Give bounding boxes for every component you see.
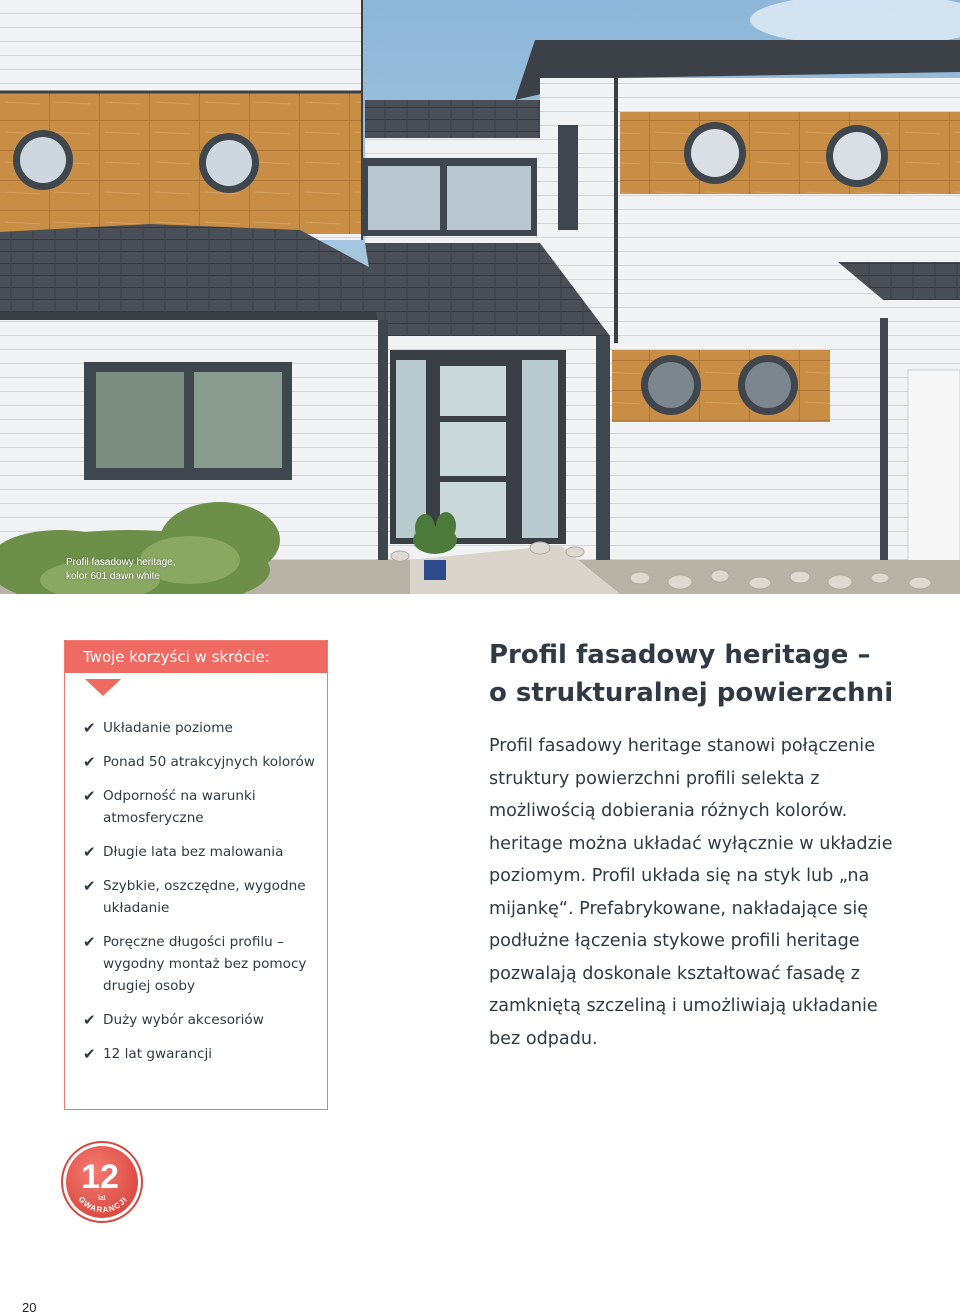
benefit-text: Ponad 50 atrakcyjnych kolorów: [103, 754, 315, 770]
house-illustration: [0, 0, 960, 594]
warranty-seal-icon: [60, 1140, 144, 1224]
list-item: [83, 717, 323, 739]
list-item: [83, 785, 323, 829]
benefit-text: Szybkie, oszczędne, wygodne układanie: [103, 878, 306, 916]
seal-word-path: GWARANCJI: [76, 1194, 130, 1215]
caption-line-1: Profil fasadowy heritage,: [66, 557, 176, 568]
seal-unit: lat: [98, 1195, 106, 1202]
photo-caption: [66, 556, 246, 584]
benefit-text: Poręczne długości profilu – wygodny montaż bez pomocy drugiej osoby: [103, 934, 307, 994]
list-item: [83, 1043, 323, 1065]
checkmark-icon: ✔: [83, 719, 96, 737]
article-heading: [489, 636, 929, 712]
heading-line-1: Profil fasadowy heritage –: [489, 640, 871, 670]
checkmark-icon: ✔: [83, 1011, 96, 1029]
page-number: 20: [22, 1300, 37, 1315]
caption-line-2: kolor 601 dawn white: [66, 571, 160, 582]
checkmark-icon: ✔: [83, 753, 96, 771]
benefit-text: Duży wybór akcesoriów: [103, 1012, 264, 1028]
list-item: [83, 841, 323, 863]
list-item: [83, 931, 323, 997]
benefit-text: 12 lat gwarancji: [103, 1046, 213, 1062]
seal-number: 12: [81, 1158, 119, 1196]
benefit-text: Układanie poziome: [103, 720, 233, 736]
checkmark-icon: ✔: [83, 843, 96, 861]
heading-line-2: o strukturalnej powierzchni: [489, 678, 894, 708]
benefits-title: Twoje korzyści w skrócie:: [65, 641, 327, 673]
checkmark-icon: ✔: [83, 787, 96, 805]
benefit-text: Odporność na warunki atmosferyczne: [103, 788, 256, 826]
benefit-text: Długie lata bez malowania: [103, 844, 284, 860]
checkmark-icon: ✔: [83, 933, 96, 951]
checkmark-icon: ✔: [83, 1045, 96, 1063]
checkmark-icon: ✔: [83, 877, 96, 895]
warranty-seal: [60, 1140, 144, 1224]
down-arrow-icon: [85, 679, 121, 696]
benefits-list: [83, 717, 323, 1077]
article-body: Profil fasadowy heritage stanowi połączenie struktury powierzchni profili selekta z możliwością dobierania różnych kolorów. heritage można układać wyłącznie w układzie poziomym. Profil układa się na styk lub „na mijankę“. Prefabrykowane, nakładające się podłużne łączenia stykowe profili heritage pozwalają doskonale kształtować fasadę z zamkniętą szczeliną i umożliwiają układanie bez odpadu.: [489, 736, 893, 1049]
list-item: [83, 1009, 323, 1031]
house-photo: [0, 0, 960, 594]
list-item: [83, 875, 323, 919]
benefits-box: [64, 640, 328, 1110]
list-item: [83, 751, 323, 773]
